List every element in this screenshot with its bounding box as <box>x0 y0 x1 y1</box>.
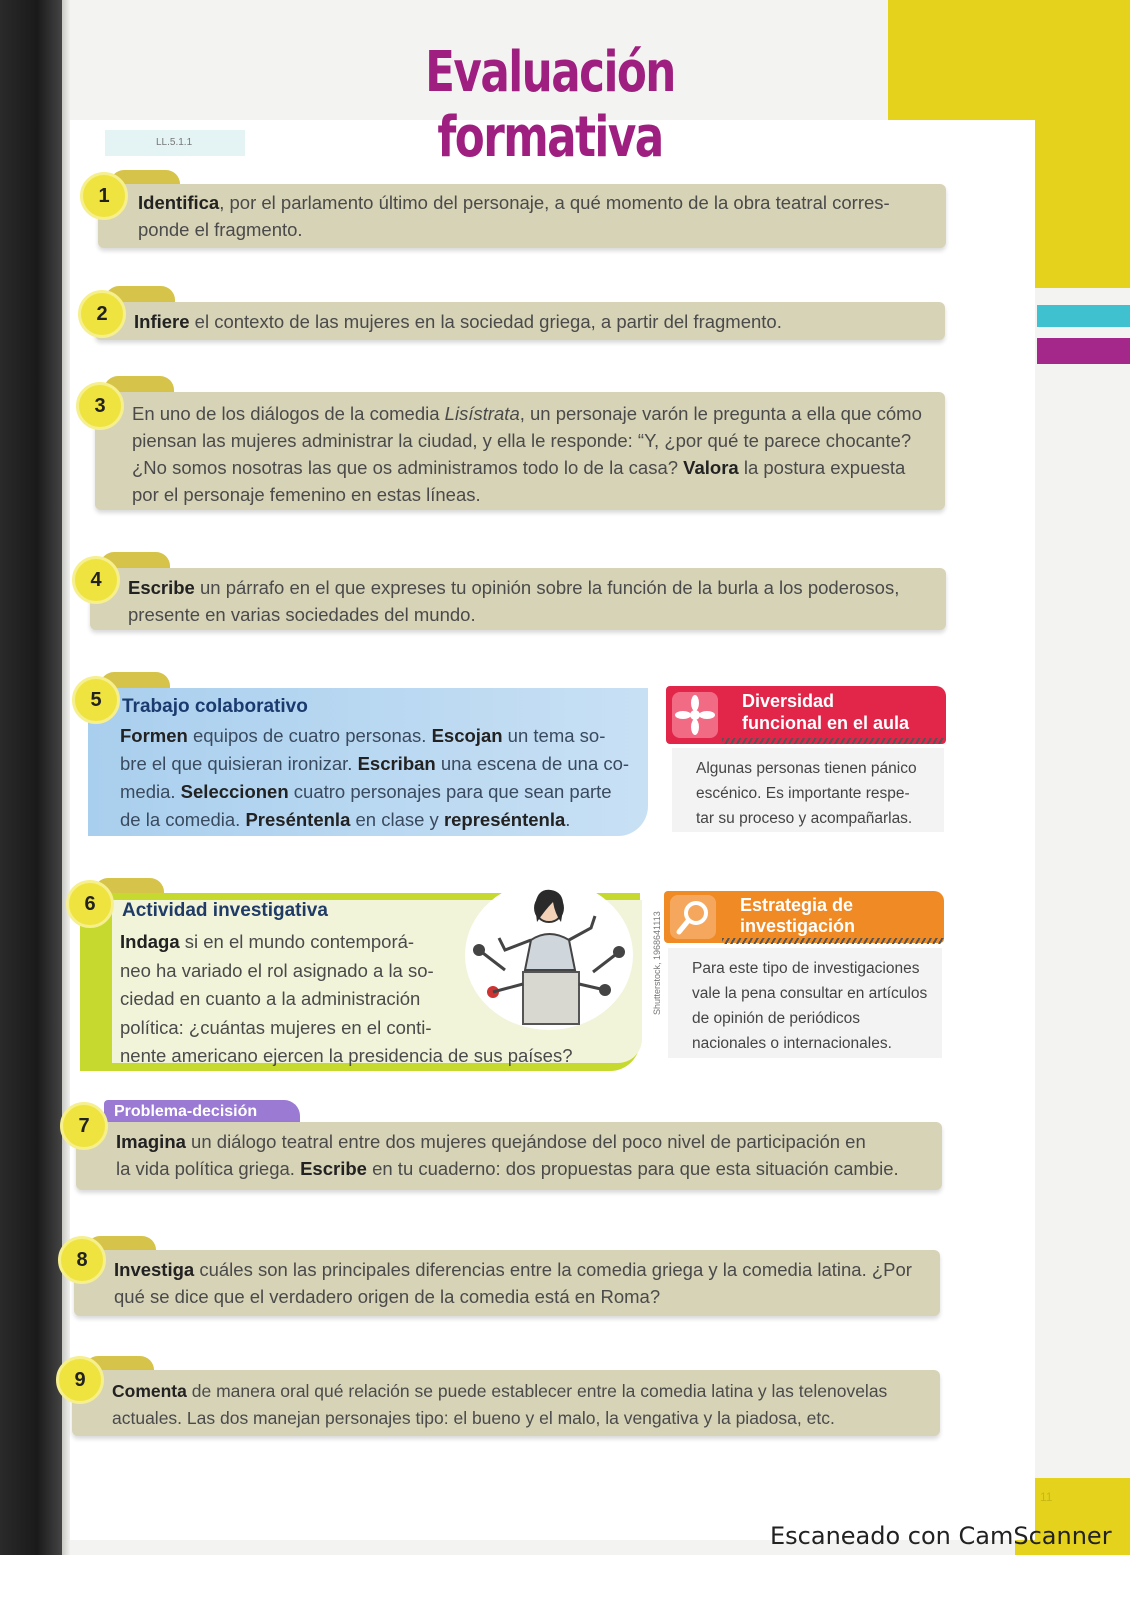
item-9-text: Comenta de manera oral qué relación se puede establecer entre la comedia latina y las telenovelas actuales. Las dos manejan personajes tipo: el bueno y el malo, la vengativa y la piadosa, etc. <box>112 1381 888 1428</box>
image-credit: Shutterstock, 1968641113 <box>652 911 662 1015</box>
problem-decision-tag: Problema-decisión <box>104 1100 300 1124</box>
collaborative-work-heading: Trabajo colaborativo <box>122 696 308 717</box>
magenta-edge-bar <box>1037 338 1130 364</box>
diversity-box-body: Algunas personas tienen pánico escénico. Es importante respe- tar su proceso y acompañarlas. <box>672 748 944 832</box>
diversity-hatch <box>722 738 944 744</box>
diversity-box-title-2: funcional en el aula <box>742 713 910 733</box>
item-3-text: En uno de los diálogos de la comedia Lisístrata, un personaje varón le pregunta a ella que cómo piensan las mujeres administrar la ciudad, y ella le responde: “Y, ¿por qué te parece chocante? ¿No somos nosotras las que os administramos todo lo de la casa? Valora la postura expuesta por el personaje femenino en estas líneas. <box>132 403 922 505</box>
asterisk-flower-icon <box>672 692 718 738</box>
research-strategy-hatch <box>722 938 944 944</box>
scanner-watermark: Escaneado con CamScanner <box>770 1522 1112 1550</box>
item-5-number: 5 <box>72 676 120 724</box>
teal-edge-bar <box>1037 305 1130 327</box>
item-9-number: 9 <box>56 1356 104 1404</box>
item-5-text: Formen equipos de cuatro personas. Escojan un tema so- bre el que quisieran ironizar. Escriban una escena de una co- media. Seleccionen cuatro personajes para que sean parte de la comedia. Preséntenla en clase y represéntenla. <box>120 725 630 830</box>
item-7-text: Imagina un diálogo teatral entre dos mujeres quejándose del poco nivel de participación en la vida política griega. Escribe en tu cuaderno: dos propuestas para que esta situación cambie. <box>116 1131 899 1179</box>
diversity-box-title-1: Diversidad <box>742 691 835 711</box>
item-2-text: Infiere el contexto de las mujeres en la sociedad griega, a partir del fragmento. <box>134 311 782 332</box>
diversity-box-header <box>666 686 946 744</box>
item-6-number: 6 <box>66 880 114 928</box>
magnifier-icon <box>670 895 716 939</box>
research-strategy-title-1: Estrategia de <box>740 895 854 915</box>
item-2-number: 2 <box>78 290 126 338</box>
book-spine <box>0 0 62 1555</box>
spine-edge <box>62 0 70 1555</box>
item-4-text: Escribe un párrafo en el que expreses tu opinión sobre la función de la burla a los poderosos, presente en varias sociedades del mundo. <box>128 577 900 625</box>
item-8-number: 8 <box>58 1236 106 1284</box>
item-1-number: 1 <box>80 172 128 220</box>
research-strategy-title-2: investigación <box>740 916 856 936</box>
item-8-text: Investiga cuáles son las principales diferencias entre la comedia griega y la comedia latina. ¿Por qué se dice que el verdadero origen de la comedia está en Roma? <box>114 1259 912 1307</box>
research-strategy-box-header <box>664 891 944 943</box>
page-number: 11 <box>1040 1490 1053 1504</box>
research-activity-heading: Actividad investigativa <box>122 900 328 921</box>
skill-code: LL.5.1.1 <box>156 137 193 148</box>
item-3-number: 3 <box>76 382 124 430</box>
item-6-text: Indaga si en el mundo contemporá- neo ha variado el rol asignado a la so- ciedad en cuanto a la administración política: ¿cuántas mujeres en el conti- nente americano ejercen la presidencia de sus países? <box>120 931 573 1066</box>
page-title: Evaluación formativa <box>425 40 675 170</box>
research-strategy-body: Para este tipo de investigaciones vale la pena consultar en artículos de opinión de periódicos nacionales o internacionales. <box>668 948 942 1058</box>
item-4-number: 4 <box>72 556 120 604</box>
item-1-text: Identifica, por el parlamento último del personaje, a qué momento de la obra teatral corres- ponde el fragmento. <box>138 192 890 240</box>
item-7-number: 7 <box>60 1102 108 1150</box>
